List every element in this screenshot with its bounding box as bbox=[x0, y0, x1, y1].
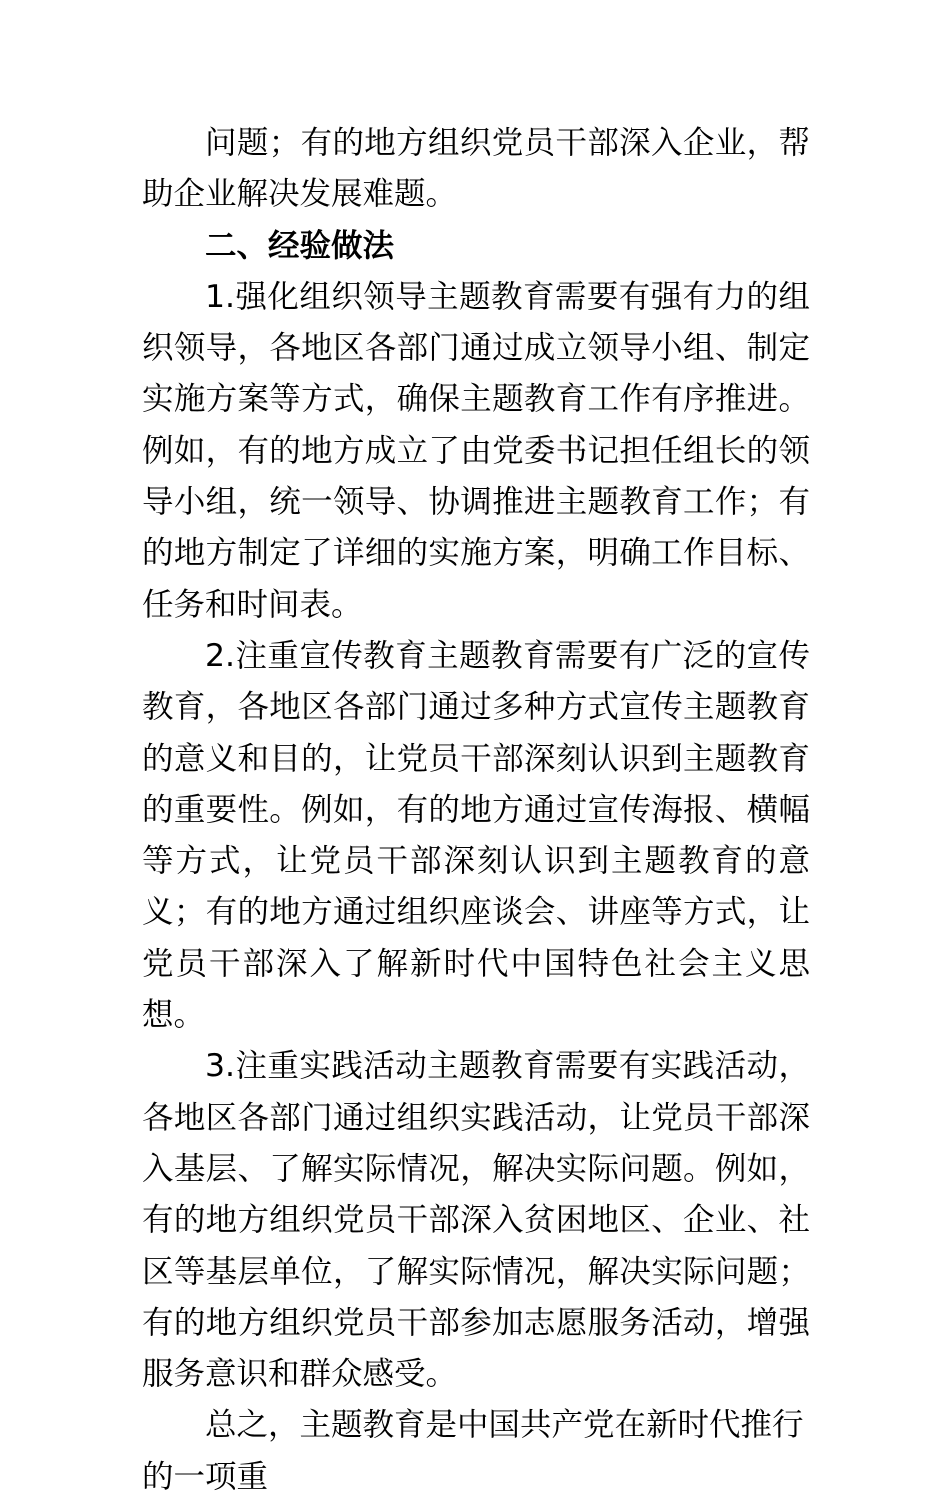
paragraph-item-3: 3.注重实践活动主题教育需要有实践活动，各地区各部门通过组织实践活动，让党员干部深入基层、了解实际情况，解决实际问题。例如，有的地方组织党员干部深入贫困地区、企业、社区等基层单位，了解实际情况，解决实际问题；有的地方组织党员干部参加志愿服务活动，增强服务意识和群众感受。 bbox=[142, 1048, 810, 1393]
heading-section-two: 二、经验做法 bbox=[205, 227, 395, 264]
paragraph-continued-opening: 问题；有的地方组织党员干部深入企业，帮助企业解决发展难题。 bbox=[142, 125, 810, 213]
paragraph-item-1: 1.强化组织领导主题教育需要有强有力的组织领导，各地区各部门通过成立领导小组、制定实施方案等方式，确保主题教育工作有序推进。例如，有的地方成立了由党委书记担任组长的领导小组，统一领导、协调推进主题教育工作；有的地方制定了详细的实施方案，明确工作目标、任务和时间表。 bbox=[142, 278, 810, 623]
document-text-column bbox=[142, 118, 810, 1503]
paragraph-conclusion-truncated: 总之，主题教育是中国共产党在新时代推行的一项重 bbox=[142, 1407, 804, 1495]
paragraph-item-2: 2.注重宣传教育主题教育需要有广泛的宣传教育，各地区各部门通过多种方式宣传主题教育的意义和目的，让党员干部深刻认识到主题教育的重要性。例如，有的地方通过宣传海报、横幅等方式，让党员干部深刻认识到主题教育的意义；有的地方通过组织座谈会、讲座等方式，让党员干部深入了解新时代中国特色社会主义思想。 bbox=[142, 637, 810, 1034]
